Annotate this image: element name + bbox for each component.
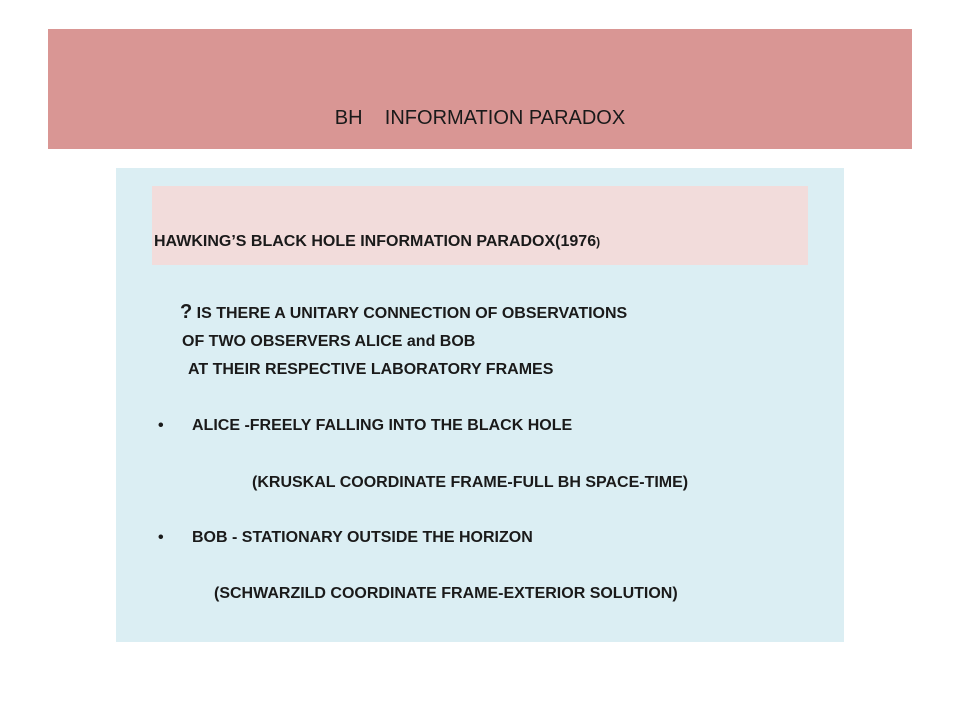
bullet-bob-detail: (SCHWARZILD COORDINATE FRAME-EXTERIOR SOLUTION) (214, 585, 678, 602)
bullet-alice-text: ALICE -FREELY FALLING INTO THE BLACK HOLE (192, 417, 573, 434)
question-line-2: OF TWO OBSERVERS ALICE and BOB (182, 333, 476, 350)
bullet-bob-text: BOB - STATIONARY OUTSIDE THE HORIZON (192, 529, 533, 546)
question-line-3: AT THEIR RESPECTIVE LABORATORY FRAMES (188, 361, 554, 378)
question-line-1 (180, 302, 627, 324)
slide-title: BH INFORMATION PARADOX (334, 107, 626, 129)
heading-text (154, 232, 600, 252)
bullet-marker-alice: • (158, 417, 164, 434)
heading-box (152, 186, 808, 265)
heading-tail: ) (596, 235, 601, 249)
content-panel (116, 168, 844, 642)
question-text-1: IS THERE A UNITARY CONNECTION OF OBSERVATIONS (192, 305, 628, 322)
bullet-marker-bob: • (158, 529, 164, 546)
bullet-alice-detail: (KRUSKAL COORDINATE FRAME-FULL BH SPACE-TIME) (252, 474, 689, 491)
question-mark: ? (180, 301, 193, 323)
heading-main: HAWKING’S BLACK HOLE INFORMATION PARADOX(1976 (154, 233, 597, 250)
title-bar (48, 29, 912, 149)
